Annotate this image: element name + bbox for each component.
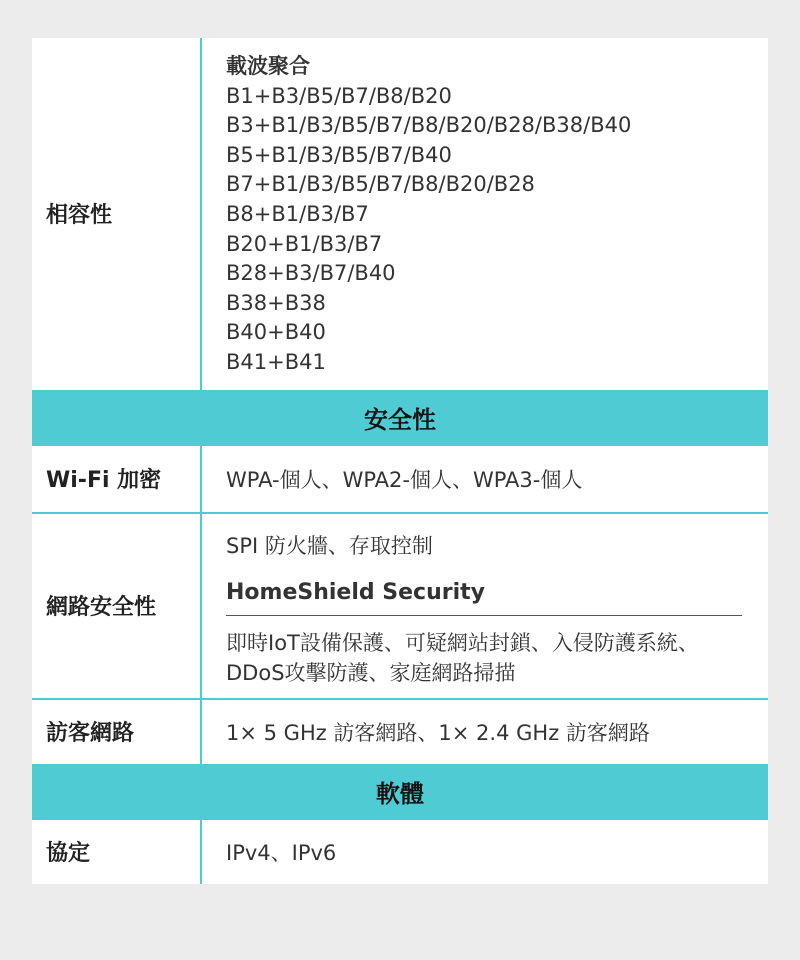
compatibility-row (32, 38, 768, 392)
protocol-label: 協定 (32, 820, 202, 884)
homeshield-desc-line: 即時IoT設備保護、可疑網站封鎖、入侵防護系統、 (226, 630, 699, 655)
wifi-encryption-label: Wi-Fi 加密 (32, 446, 202, 512)
network-security-row (32, 514, 768, 700)
band-combo: B5+B1/B3/B5/B7/B40 (226, 142, 452, 167)
protocol-row (32, 820, 768, 884)
network-security-value (202, 514, 768, 698)
protocol-text: IPv4、IPv6 (226, 840, 337, 865)
firewall-access-control-text: SPI 防火牆、存取控制 (226, 533, 433, 558)
guest-network-text: 1× 5 GHz 訪客網路、1× 2.4 GHz 訪客網路 (226, 720, 650, 745)
guest-network-row (32, 700, 768, 766)
protocol-value (202, 820, 768, 884)
wifi-encryption-row (32, 446, 768, 514)
wifi-encryption-text: WPA-個人、WPA2-個人、WPA3-個人 (226, 467, 583, 492)
software-section-header: 軟體 (32, 766, 768, 820)
carrier-aggregation-title: 載波聚合 (226, 54, 310, 78)
band-combo: B3+B1/B3/B5/B7/B8/B20/B28/B38/B40 (226, 113, 632, 138)
homeshield-description (226, 628, 744, 688)
band-combo: B38+B38 (226, 290, 326, 315)
band-combo: B7+B1/B3/B5/B7/B8/B20/B28 (226, 172, 535, 197)
band-combo: B41+B41 (226, 349, 326, 374)
guest-network-value (202, 700, 768, 764)
network-security-label: 網路安全性 (32, 514, 202, 698)
security-section-header: 安全性 (32, 392, 768, 446)
compatibility-label: 相容性 (32, 38, 202, 390)
band-combo: B40+B40 (226, 320, 326, 345)
guest-network-label: 訪客網路 (32, 700, 202, 764)
homeshield-title: HomeShield Security (226, 579, 486, 605)
band-combo: B28+B3/B7/B40 (226, 261, 396, 286)
band-combo: B20+B1/B3/B7 (226, 231, 383, 256)
band-combo: B1+B3/B5/B7/B8/B20 (226, 83, 452, 108)
band-combo: B8+B1/B3/B7 (226, 201, 369, 226)
homeshield-desc-line: DDoS攻擊防護、家庭網路掃描 (226, 660, 516, 685)
wifi-encryption-value (202, 446, 768, 512)
carrier-aggregation-list (202, 38, 768, 390)
spec-table (32, 38, 768, 884)
homeshield-divider (226, 615, 742, 616)
